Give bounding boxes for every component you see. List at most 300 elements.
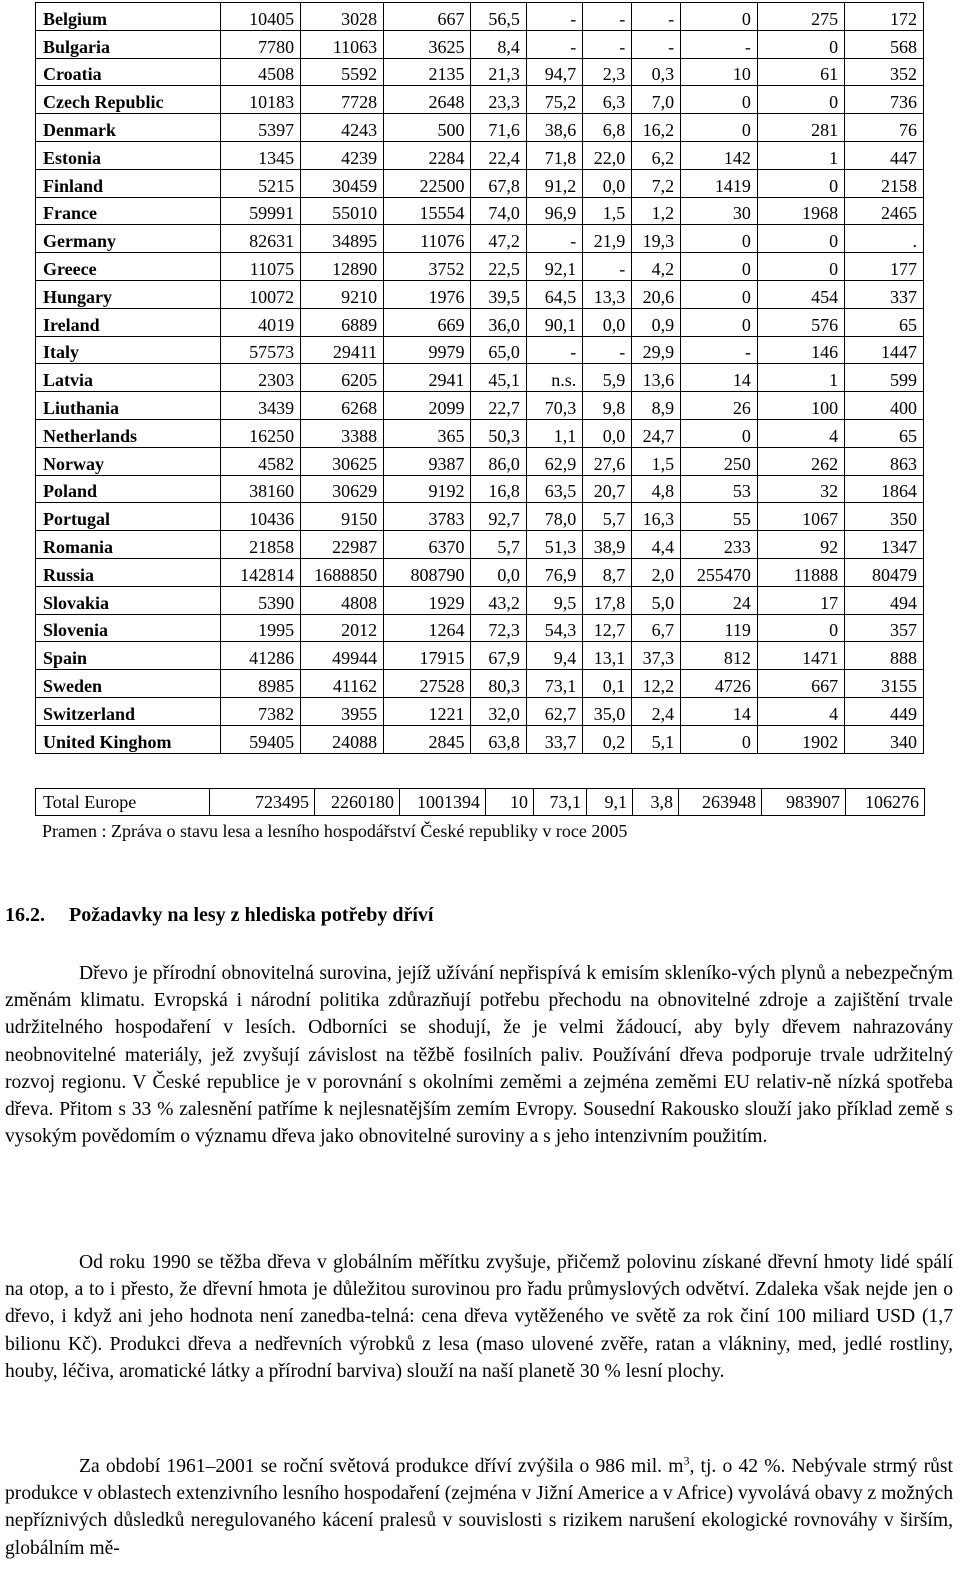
value-cell: 16,3 bbox=[632, 503, 681, 531]
value-cell: 0 bbox=[757, 253, 844, 281]
value-cell: 21,3 bbox=[471, 58, 526, 86]
total-value-cell: 106276 bbox=[846, 789, 925, 816]
value-cell: 53 bbox=[681, 475, 758, 503]
value-cell: 4243 bbox=[301, 114, 384, 142]
value-cell: 3388 bbox=[301, 419, 384, 447]
value-cell: 0,9 bbox=[632, 308, 681, 336]
value-cell: 13,6 bbox=[632, 364, 681, 392]
value-cell: 808790 bbox=[384, 558, 471, 586]
value-cell: 340 bbox=[845, 725, 924, 753]
value-cell: 65,0 bbox=[471, 336, 526, 364]
value-cell: 1902 bbox=[757, 725, 844, 753]
country-cell: Hungary bbox=[36, 280, 221, 308]
value-cell: 29411 bbox=[301, 336, 384, 364]
value-cell: 76 bbox=[845, 114, 924, 142]
value-cell: 82631 bbox=[221, 225, 301, 253]
value-cell: 400 bbox=[845, 392, 924, 420]
value-cell: 1,2 bbox=[632, 197, 681, 225]
value-cell: 888 bbox=[845, 642, 924, 670]
value-cell: 54,3 bbox=[526, 614, 582, 642]
value-cell: 1 bbox=[757, 364, 844, 392]
value-cell: 3752 bbox=[384, 253, 471, 281]
value-cell: 2941 bbox=[384, 364, 471, 392]
value-cell: 74,0 bbox=[471, 197, 526, 225]
value-cell: 22,5 bbox=[471, 253, 526, 281]
value-cell: 0 bbox=[681, 308, 758, 336]
value-cell: 5,9 bbox=[583, 364, 632, 392]
table-row bbox=[36, 419, 924, 447]
country-cell: Liuthania bbox=[36, 392, 221, 420]
value-cell: 9,8 bbox=[583, 392, 632, 420]
value-cell: 2158 bbox=[845, 169, 924, 197]
value-cell: 0,0 bbox=[471, 558, 526, 586]
country-cell: Russia bbox=[36, 558, 221, 586]
table-row bbox=[36, 725, 924, 753]
total-value-cell: 1001394 bbox=[400, 789, 486, 816]
value-cell: 24 bbox=[681, 586, 758, 614]
table-row bbox=[36, 86, 924, 114]
value-cell: 454 bbox=[757, 280, 844, 308]
value-cell: 8985 bbox=[221, 670, 301, 698]
paragraph-1: Dřevo je přírodní obnovitelná surovina, jejíž užívání nepřispívá k emisím skleníko-vých plynů a nebezpečným změnám klimatu. Evropská i národní politika zdůrazňují potřebu přechodu na obnovitelné zdroje a zajištění trvale udržitelného hospodaření v lesích. Odborníci se shodují, že je velmi žádoucí, aby byly dřevem nahrazovány neobnovitelné materiály, jež zvyšují závislost na těžbě fosilních paliv. Používání dřeva podporuje trvale udržitelný rozvoj regionu. V České republice je v porovnání s okolními zeměmi a zejména zeměmi EU relativ-ně nízká spotřeba dřeva. Přitom s 33 % zalesnění patříme k nejlesnatějším zemím Evropy. Sousední Rakousko slouží jako příklad země s vysokým povědomím o významu dřeva jako obnovitelné suroviny a s jeho intenzivním použitím. bbox=[5, 963, 953, 1148]
value-cell: 6889 bbox=[301, 308, 384, 336]
value-cell: 80,3 bbox=[471, 670, 526, 698]
total-row bbox=[36, 789, 925, 816]
value-cell: 3439 bbox=[221, 392, 301, 420]
value-cell: - bbox=[526, 336, 582, 364]
value-cell: 9387 bbox=[384, 447, 471, 475]
value-cell: 3625 bbox=[384, 30, 471, 58]
value-cell: 30629 bbox=[301, 475, 384, 503]
value-cell: 0,0 bbox=[583, 419, 632, 447]
value-cell: 2012 bbox=[301, 614, 384, 642]
value-cell: 11075 bbox=[221, 253, 301, 281]
value-cell: 0 bbox=[681, 114, 758, 142]
value-cell: 11063 bbox=[301, 30, 384, 58]
value-cell: 64,5 bbox=[526, 280, 582, 308]
table-row bbox=[36, 531, 924, 559]
table-row bbox=[36, 30, 924, 58]
country-cell: Denmark bbox=[36, 114, 221, 142]
value-cell: 1419 bbox=[681, 169, 758, 197]
value-cell: 24088 bbox=[301, 725, 384, 753]
value-cell: 30459 bbox=[301, 169, 384, 197]
value-cell: - bbox=[681, 30, 758, 58]
value-cell: 863 bbox=[845, 447, 924, 475]
value-cell: 37,3 bbox=[632, 642, 681, 670]
value-cell: 94,7 bbox=[526, 58, 582, 86]
value-cell: 5,1 bbox=[632, 725, 681, 753]
value-cell: 2648 bbox=[384, 86, 471, 114]
value-cell: 2135 bbox=[384, 58, 471, 86]
value-cell: 233 bbox=[681, 531, 758, 559]
value-cell: 352 bbox=[845, 58, 924, 86]
value-cell: 0 bbox=[681, 253, 758, 281]
paragraph-3-part-a: Za období 1961–2001 se roční světová produkce dříví zvýšila o 986 mil. m bbox=[79, 1456, 684, 1477]
value-cell: 1345 bbox=[221, 141, 301, 169]
value-cell: 63,8 bbox=[471, 725, 526, 753]
table-row bbox=[36, 141, 924, 169]
value-cell: 6205 bbox=[301, 364, 384, 392]
value-cell: 500 bbox=[384, 114, 471, 142]
country-cell: Germany bbox=[36, 225, 221, 253]
value-cell: 4,4 bbox=[632, 531, 681, 559]
value-cell: 568 bbox=[845, 30, 924, 58]
value-cell: 4,2 bbox=[632, 253, 681, 281]
value-cell: 5,0 bbox=[632, 586, 681, 614]
value-cell: 34895 bbox=[301, 225, 384, 253]
value-cell: 19,3 bbox=[632, 225, 681, 253]
value-cell: 11076 bbox=[384, 225, 471, 253]
value-cell: 91,2 bbox=[526, 169, 582, 197]
table-row bbox=[36, 614, 924, 642]
value-cell: 350 bbox=[845, 503, 924, 531]
value-cell: 4,8 bbox=[632, 475, 681, 503]
value-cell: 35,0 bbox=[583, 697, 632, 725]
value-cell: 70,3 bbox=[526, 392, 582, 420]
table-row bbox=[36, 475, 924, 503]
value-cell: 7780 bbox=[221, 30, 301, 58]
paragraph-3-part-b: , tj. o 42 %. Nebývale strmý růst produkce v oblastech extenzivního lesního hospodaření (zejména v Jižní Americe a v Africe) vyvolává obavy z možných nepříznivých důsledků neregulovaného kácení pralesů v souvislosti s rizikem narušení ekologické rovnováhy v širším, globálním mě- bbox=[5, 1456, 953, 1559]
value-cell: 2845 bbox=[384, 725, 471, 753]
value-cell: 71,8 bbox=[526, 141, 582, 169]
table-row bbox=[36, 308, 924, 336]
value-cell: 100 bbox=[757, 392, 844, 420]
value-cell: 10072 bbox=[221, 280, 301, 308]
country-cell: Slovenia bbox=[36, 614, 221, 642]
value-cell: 16250 bbox=[221, 419, 301, 447]
value-cell: 17915 bbox=[384, 642, 471, 670]
value-cell: 0,3 bbox=[632, 58, 681, 86]
section-title: Požadavky na lesy z hlediska potřeby dříví bbox=[69, 904, 434, 926]
value-cell: 172 bbox=[845, 3, 924, 31]
value-cell: 41162 bbox=[301, 670, 384, 698]
value-cell: 61 bbox=[757, 58, 844, 86]
value-cell: 1976 bbox=[384, 280, 471, 308]
value-cell: 0,0 bbox=[583, 308, 632, 336]
value-cell: 262 bbox=[757, 447, 844, 475]
value-cell: 63,5 bbox=[526, 475, 582, 503]
value-cell: 57573 bbox=[221, 336, 301, 364]
value-cell: 76,9 bbox=[526, 558, 582, 586]
table-row bbox=[36, 225, 924, 253]
value-cell: 22,4 bbox=[471, 141, 526, 169]
value-cell: 365 bbox=[384, 419, 471, 447]
value-cell: 62,7 bbox=[526, 697, 582, 725]
value-cell: 92 bbox=[757, 531, 844, 559]
value-cell: 14 bbox=[681, 364, 758, 392]
value-cell: 250 bbox=[681, 447, 758, 475]
value-cell: 1968 bbox=[757, 197, 844, 225]
value-cell: - bbox=[583, 30, 632, 58]
country-cell: Estonia bbox=[36, 141, 221, 169]
table-row bbox=[36, 336, 924, 364]
value-cell: 90,1 bbox=[526, 308, 582, 336]
total-value-cell: 9,1 bbox=[587, 789, 633, 816]
value-cell: 3955 bbox=[301, 697, 384, 725]
value-cell: 599 bbox=[845, 364, 924, 392]
value-cell: 56,5 bbox=[471, 3, 526, 31]
value-cell: 2,4 bbox=[632, 697, 681, 725]
value-cell: 17 bbox=[757, 586, 844, 614]
value-cell: 337 bbox=[845, 280, 924, 308]
value-cell: 3155 bbox=[845, 670, 924, 698]
value-cell: 5,7 bbox=[583, 503, 632, 531]
paragraph-2: Od roku 1990 se těžba dřeva v globálním měřítku zvyšuje, přičemž polovinu získané dřevní hmoty lidé spálí na otop, a to i přesto, že dřevní hmota je důležitou surovinou pro řadu průmyslových odvětví. Zdaleka však nejde jen o dřevo, i když ani jeho hodnota není zanedba-telná: cena dřeva vytěženého ve světě za rok činí 100 miliard USD (1,7 bilionu Kč). Produkci dřeva a nedřevních výrobků z lesa (maso ulovené zvěře, ratan a vlákniny, med, jedlé rostliny, houby, léčiva, aromatické látky a přírodní barviva) slouží na naší planetě 30 % lesní plochy. bbox=[5, 1252, 953, 1382]
table-body bbox=[36, 3, 924, 754]
value-cell: 0 bbox=[757, 225, 844, 253]
total-label-cell: Total Europe bbox=[36, 789, 210, 816]
value-cell: - bbox=[583, 253, 632, 281]
value-cell: 8,7 bbox=[583, 558, 632, 586]
value-cell: 15554 bbox=[384, 197, 471, 225]
value-cell: - bbox=[526, 30, 582, 58]
country-cell: Spain bbox=[36, 642, 221, 670]
value-cell: . bbox=[845, 225, 924, 253]
value-cell: 1221 bbox=[384, 697, 471, 725]
country-cell: Greece bbox=[36, 253, 221, 281]
value-cell: 47,2 bbox=[471, 225, 526, 253]
country-cell: Latvia bbox=[36, 364, 221, 392]
country-cell: Romania bbox=[36, 531, 221, 559]
section-heading bbox=[5, 902, 433, 928]
value-cell: 0,1 bbox=[583, 670, 632, 698]
value-cell: 0 bbox=[681, 280, 758, 308]
value-cell: 1929 bbox=[384, 586, 471, 614]
value-cell: 7382 bbox=[221, 697, 301, 725]
country-cell: Bulgaria bbox=[36, 30, 221, 58]
value-cell: 5,7 bbox=[471, 531, 526, 559]
value-cell: 13,1 bbox=[583, 642, 632, 670]
value-cell: 22987 bbox=[301, 531, 384, 559]
value-cell: - bbox=[632, 30, 681, 58]
value-cell: 67,9 bbox=[471, 642, 526, 670]
value-cell: 2099 bbox=[384, 392, 471, 420]
value-cell: 51,3 bbox=[526, 531, 582, 559]
value-cell: 1347 bbox=[845, 531, 924, 559]
value-cell: 9,4 bbox=[526, 642, 582, 670]
table-row bbox=[36, 114, 924, 142]
value-cell: 6268 bbox=[301, 392, 384, 420]
value-cell: n.s. bbox=[526, 364, 582, 392]
value-cell: 4 bbox=[757, 697, 844, 725]
value-cell: 16,8 bbox=[471, 475, 526, 503]
value-cell: 0 bbox=[681, 419, 758, 447]
value-cell: 38,6 bbox=[526, 114, 582, 142]
value-cell: 6,7 bbox=[632, 614, 681, 642]
country-cell: Belgium bbox=[36, 3, 221, 31]
value-cell: 0 bbox=[681, 725, 758, 753]
value-cell: 667 bbox=[384, 3, 471, 31]
value-cell: 10 bbox=[681, 58, 758, 86]
value-cell: 71,6 bbox=[471, 114, 526, 142]
value-cell: 1,5 bbox=[632, 447, 681, 475]
value-cell: 7,2 bbox=[632, 169, 681, 197]
forest-statistics-table bbox=[35, 2, 924, 754]
value-cell: 12,7 bbox=[583, 614, 632, 642]
value-cell: 4508 bbox=[221, 58, 301, 86]
value-cell: 0 bbox=[757, 614, 844, 642]
total-value-cell: 983907 bbox=[762, 789, 846, 816]
value-cell: 13,3 bbox=[583, 280, 632, 308]
value-cell: - bbox=[583, 3, 632, 31]
table-source-note: Pramen : Zpráva o stavu lesa a lesního hospodářství České republiky v roce 2005 bbox=[42, 821, 628, 841]
table-row bbox=[36, 197, 924, 225]
value-cell: 21858 bbox=[221, 531, 301, 559]
value-cell: 92,1 bbox=[526, 253, 582, 281]
country-cell: Ireland bbox=[36, 308, 221, 336]
value-cell: 177 bbox=[845, 253, 924, 281]
table-row bbox=[36, 280, 924, 308]
table-row bbox=[36, 58, 924, 86]
value-cell: 75,2 bbox=[526, 86, 582, 114]
value-cell: 38,9 bbox=[583, 531, 632, 559]
total-value-cell: 2260180 bbox=[315, 789, 400, 816]
value-cell: 39,5 bbox=[471, 280, 526, 308]
value-cell: 1,5 bbox=[583, 197, 632, 225]
total-value-cell: 73,1 bbox=[534, 789, 587, 816]
value-cell: 43,2 bbox=[471, 586, 526, 614]
country-cell: Netherlands bbox=[36, 419, 221, 447]
value-cell: 36,0 bbox=[471, 308, 526, 336]
value-cell: 10436 bbox=[221, 503, 301, 531]
country-cell: Croatia bbox=[36, 58, 221, 86]
value-cell: 0 bbox=[757, 30, 844, 58]
value-cell: 22,7 bbox=[471, 392, 526, 420]
value-cell: 59405 bbox=[221, 725, 301, 753]
value-cell: 9150 bbox=[301, 503, 384, 531]
value-cell: 6370 bbox=[384, 531, 471, 559]
value-cell: 0,2 bbox=[583, 725, 632, 753]
value-cell: 17,8 bbox=[583, 586, 632, 614]
country-cell: Czech Republic bbox=[36, 86, 221, 114]
value-cell: 1 bbox=[757, 141, 844, 169]
value-cell: 38160 bbox=[221, 475, 301, 503]
table-row bbox=[36, 697, 924, 725]
total-europe-table bbox=[35, 788, 925, 816]
value-cell: 255470 bbox=[681, 558, 758, 586]
value-cell: 4726 bbox=[681, 670, 758, 698]
value-cell: 494 bbox=[845, 586, 924, 614]
value-cell: - bbox=[681, 336, 758, 364]
country-cell: France bbox=[36, 197, 221, 225]
value-cell: 20,6 bbox=[632, 280, 681, 308]
value-cell: 1995 bbox=[221, 614, 301, 642]
value-cell: 16,2 bbox=[632, 114, 681, 142]
value-cell: 6,8 bbox=[583, 114, 632, 142]
value-cell: 142814 bbox=[221, 558, 301, 586]
value-cell: 86,0 bbox=[471, 447, 526, 475]
country-cell: Italy bbox=[36, 336, 221, 364]
value-cell: 5397 bbox=[221, 114, 301, 142]
section-number: 16.2. bbox=[5, 904, 45, 926]
value-cell: 2,0 bbox=[632, 558, 681, 586]
value-cell: - bbox=[526, 3, 582, 31]
value-cell: 80479 bbox=[845, 558, 924, 586]
superscript-3: 3 bbox=[683, 1453, 690, 1468]
value-cell: 1067 bbox=[757, 503, 844, 531]
value-cell: 96,9 bbox=[526, 197, 582, 225]
value-cell: 2284 bbox=[384, 141, 471, 169]
value-cell: 65 bbox=[845, 308, 924, 336]
value-cell: 0 bbox=[681, 3, 758, 31]
value-cell: - bbox=[632, 3, 681, 31]
value-cell: 281 bbox=[757, 114, 844, 142]
total-value-cell: 3,8 bbox=[633, 789, 679, 816]
value-cell: 8,9 bbox=[632, 392, 681, 420]
table-row bbox=[36, 642, 924, 670]
value-cell: 73,1 bbox=[526, 670, 582, 698]
value-cell: 14 bbox=[681, 697, 758, 725]
value-cell: 7728 bbox=[301, 86, 384, 114]
value-cell: 6,2 bbox=[632, 141, 681, 169]
value-cell: 55 bbox=[681, 503, 758, 531]
value-cell: 9,5 bbox=[526, 586, 582, 614]
table-row bbox=[36, 3, 924, 31]
value-cell: 50,3 bbox=[471, 419, 526, 447]
value-cell: 11888 bbox=[757, 558, 844, 586]
value-cell: 32 bbox=[757, 475, 844, 503]
value-cell: 26 bbox=[681, 392, 758, 420]
value-cell: 0,0 bbox=[583, 169, 632, 197]
total-value-cell: 723495 bbox=[210, 789, 315, 816]
value-cell: 2465 bbox=[845, 197, 924, 225]
table-row bbox=[36, 392, 924, 420]
value-cell: 29,9 bbox=[632, 336, 681, 364]
value-cell: 0 bbox=[681, 225, 758, 253]
country-cell: United Kinghom bbox=[36, 725, 221, 753]
value-cell: 4 bbox=[757, 419, 844, 447]
country-cell: Slovakia bbox=[36, 586, 221, 614]
value-cell: 22,0 bbox=[583, 141, 632, 169]
value-cell: 449 bbox=[845, 697, 924, 725]
country-cell: Portugal bbox=[36, 503, 221, 531]
value-cell: 22500 bbox=[384, 169, 471, 197]
table-row bbox=[36, 253, 924, 281]
value-cell: 33,7 bbox=[526, 725, 582, 753]
table-row bbox=[36, 364, 924, 392]
table-row bbox=[36, 447, 924, 475]
value-cell: 9192 bbox=[384, 475, 471, 503]
value-cell: 1264 bbox=[384, 614, 471, 642]
value-cell: 78,0 bbox=[526, 503, 582, 531]
value-cell: 30 bbox=[681, 197, 758, 225]
value-cell: 9210 bbox=[301, 280, 384, 308]
value-cell: 5390 bbox=[221, 586, 301, 614]
table-row bbox=[36, 503, 924, 531]
value-cell: 576 bbox=[757, 308, 844, 336]
value-cell: 667 bbox=[757, 670, 844, 698]
value-cell: 6,3 bbox=[583, 86, 632, 114]
value-cell: 1,1 bbox=[526, 419, 582, 447]
country-cell: Norway bbox=[36, 447, 221, 475]
value-cell: 5215 bbox=[221, 169, 301, 197]
table-row bbox=[36, 558, 924, 586]
value-cell: 5592 bbox=[301, 58, 384, 86]
value-cell: 8,4 bbox=[471, 30, 526, 58]
value-cell: 30625 bbox=[301, 447, 384, 475]
table-row bbox=[36, 670, 924, 698]
value-cell: 2,3 bbox=[583, 58, 632, 86]
value-cell: 0 bbox=[757, 86, 844, 114]
value-cell: 9979 bbox=[384, 336, 471, 364]
paragraph-3 bbox=[5, 1453, 953, 1562]
value-cell: 4808 bbox=[301, 586, 384, 614]
value-cell: 65 bbox=[845, 419, 924, 447]
value-cell: 62,9 bbox=[526, 447, 582, 475]
value-cell: - bbox=[583, 336, 632, 364]
value-cell: 669 bbox=[384, 308, 471, 336]
